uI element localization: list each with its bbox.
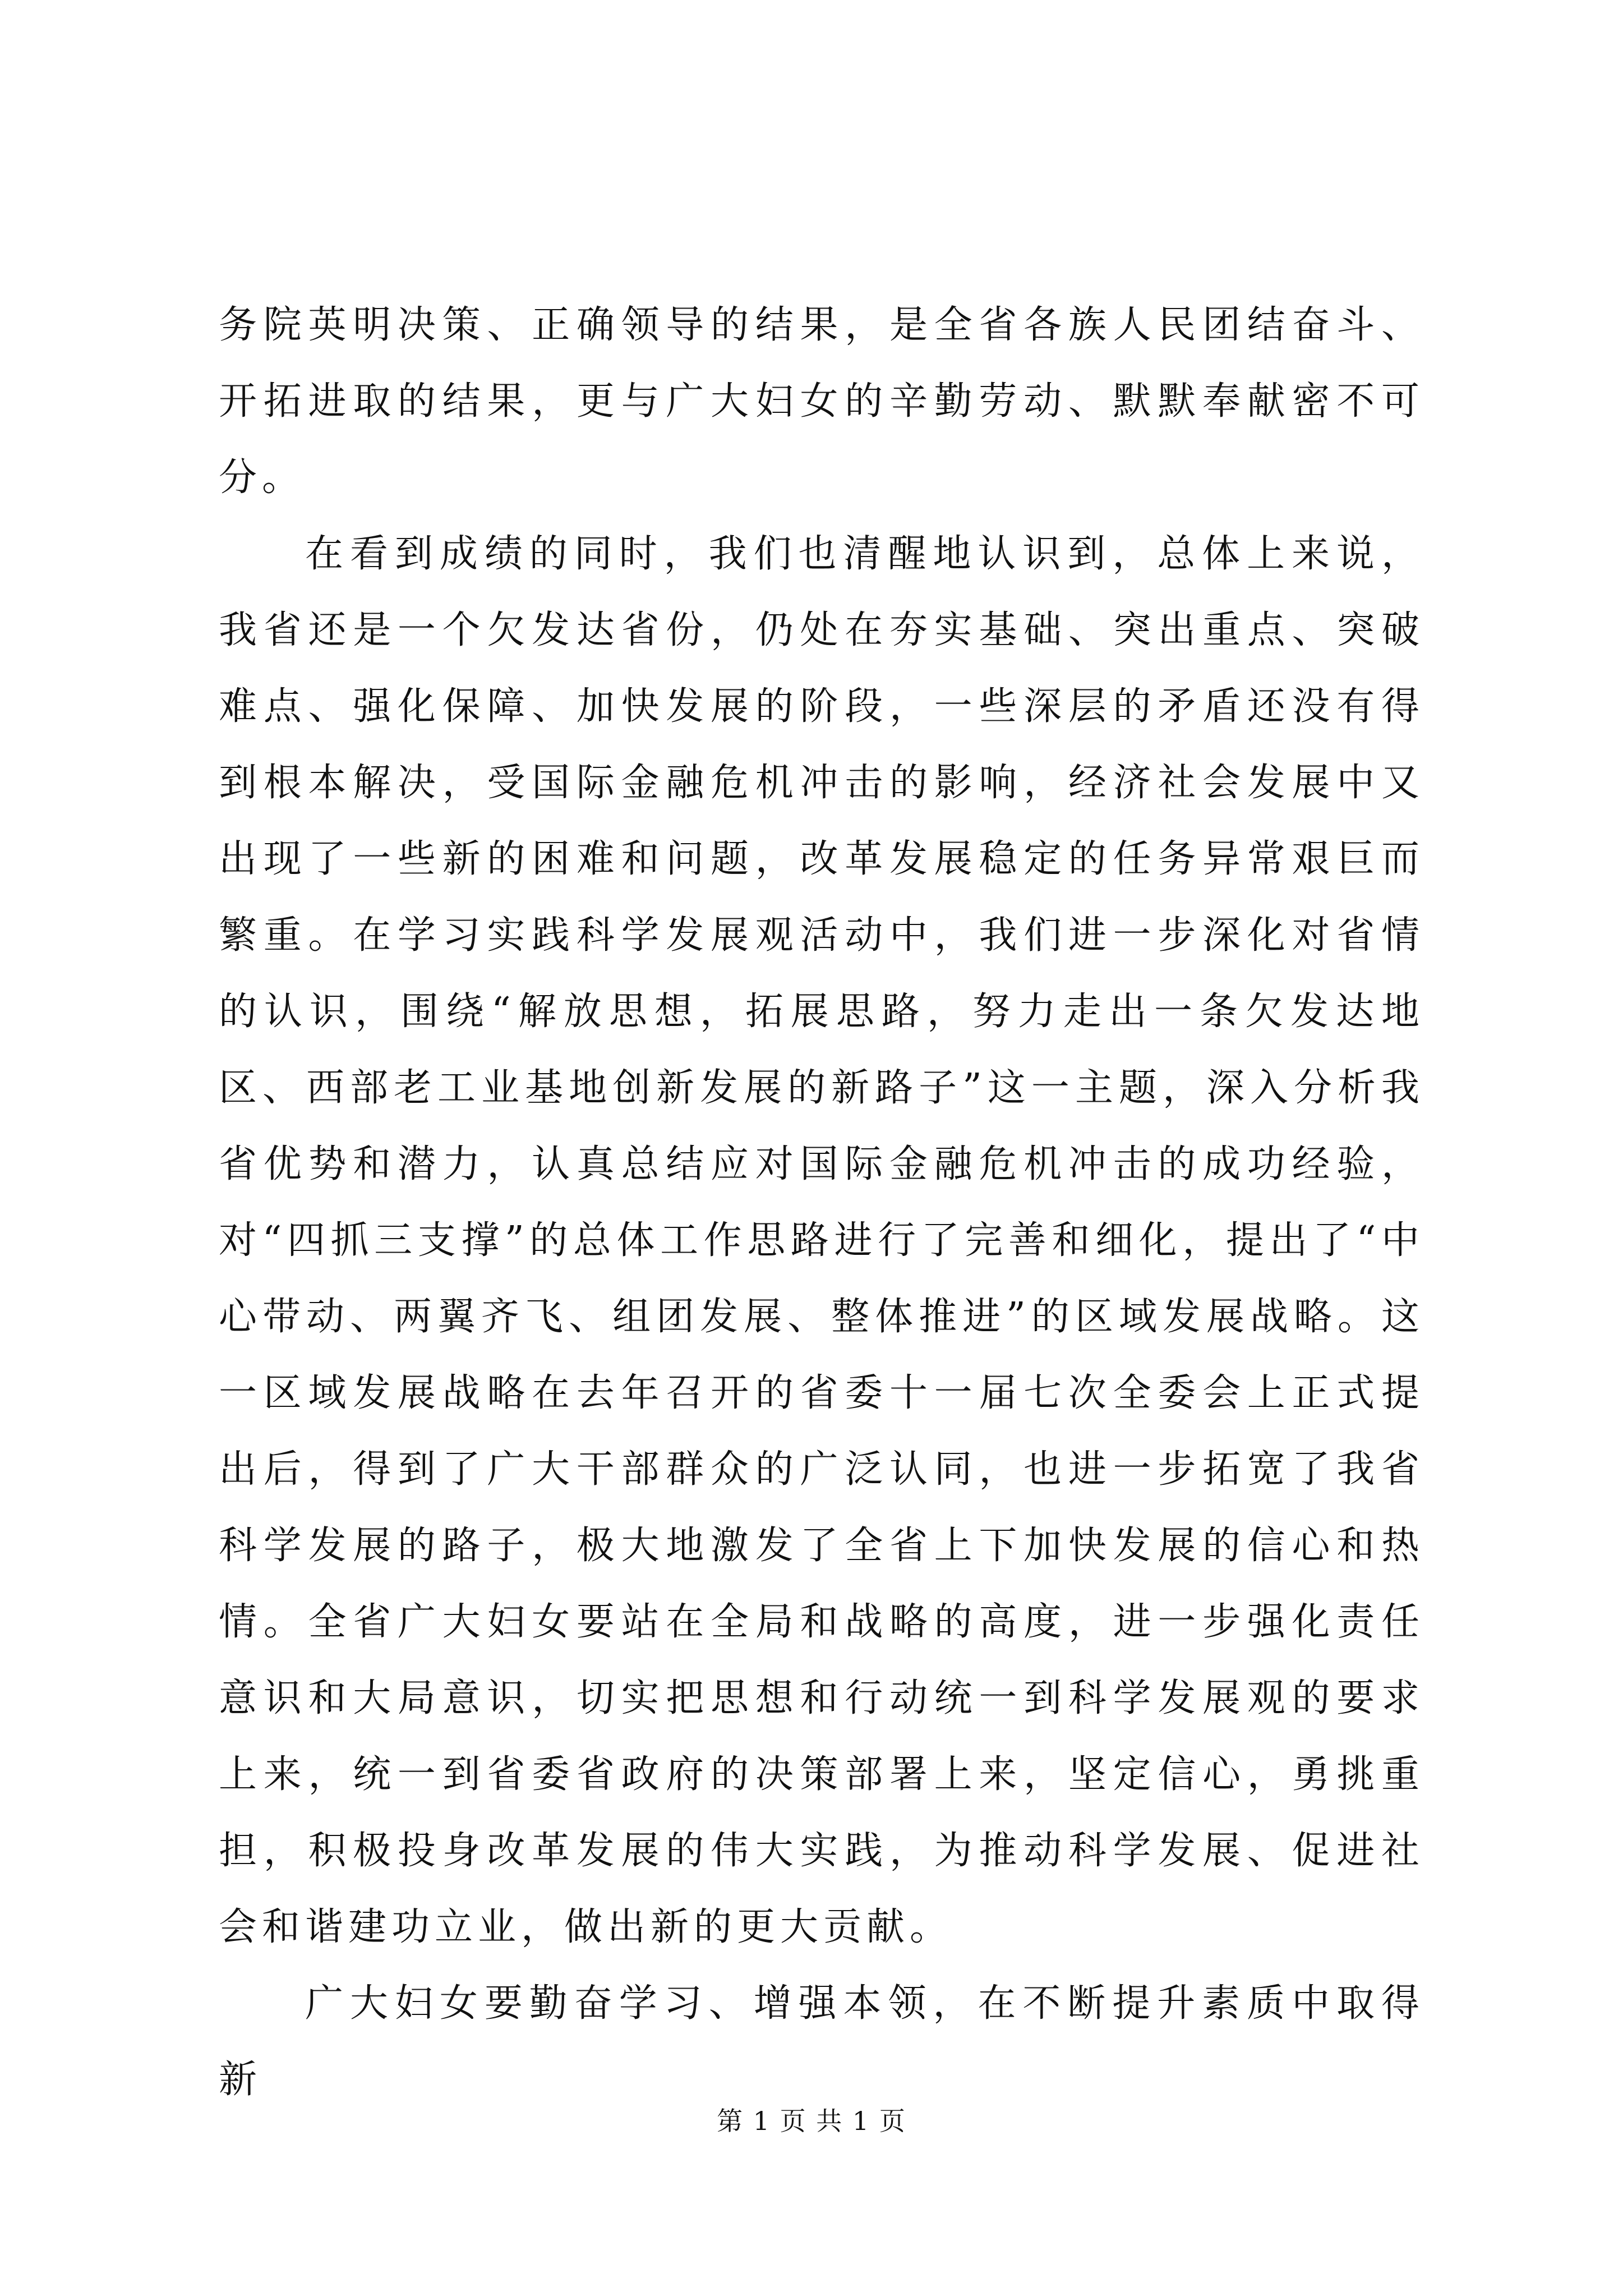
paragraph-achievements-and-challenges: 在看到成绩的同时，我们也清醒地认识到，总体上来说，我省还是一个欠发达省份，仍处在夯实基础、突出重点、突破难点、强化保障、加快发展的阶段，一些深层的矛盾还没有得到根本解决，受国际金融危机冲击的影响，经济社会发展中又出现了一些新的困难和问题，改革发展稳定的任务异常艰巨而繁重。在学习实践科学发展观活动中，我们进一步深化对省情的认识，围绕“解放思想，拓展思路，努力走出一条欠发达地区、西部老工业基地创新发展的新路子”这一主题，深入分析我省优势和潜力，认真总结应对国际金融危机冲击的成功经验，对“四抓三支撑”的总体工作思路进行了完善和细化，提出了“中心带动、两翼齐飞、组团发展、整体推进”的区域发展战略。这一区域发展战略在去年召开的省委十一届七次全委会上正式提出后，得到了广大干部群众的广泛认同，也进一步拓宽了我省科学发展的路子，极大地激发了全省上下加快发展的信心和热情。全省广大妇女要站在全局和战略的高度，进一步强化责任意识和大局意识，切实把思想和行动统一到科学发展观的要求上来，统一到省委省政府的决策部署上来，坚定信心，勇挑重担，积极投身改革发展的伟大实践，为推动科学发展、促进社会和谐建功立业，做出新的更大贡献。 <box>219 532 1424 1949</box>
paragraph-study-and-skills: 广大妇女要勤奋学习、增强本领，在不断提升素质中取得新 <box>219 1981 1424 2102</box>
paragraph-continuation: 务院英明决策、正确领导的结果，是全省各族人民团结奋斗、开拓进取的结果，更与广大妇女的辛勤劳动、默默奉献密不可分。 <box>219 303 1424 500</box>
page-footer: 第 1 页 共 1 页 <box>717 2106 906 2136</box>
document-body <box>219 287 1424 2118</box>
